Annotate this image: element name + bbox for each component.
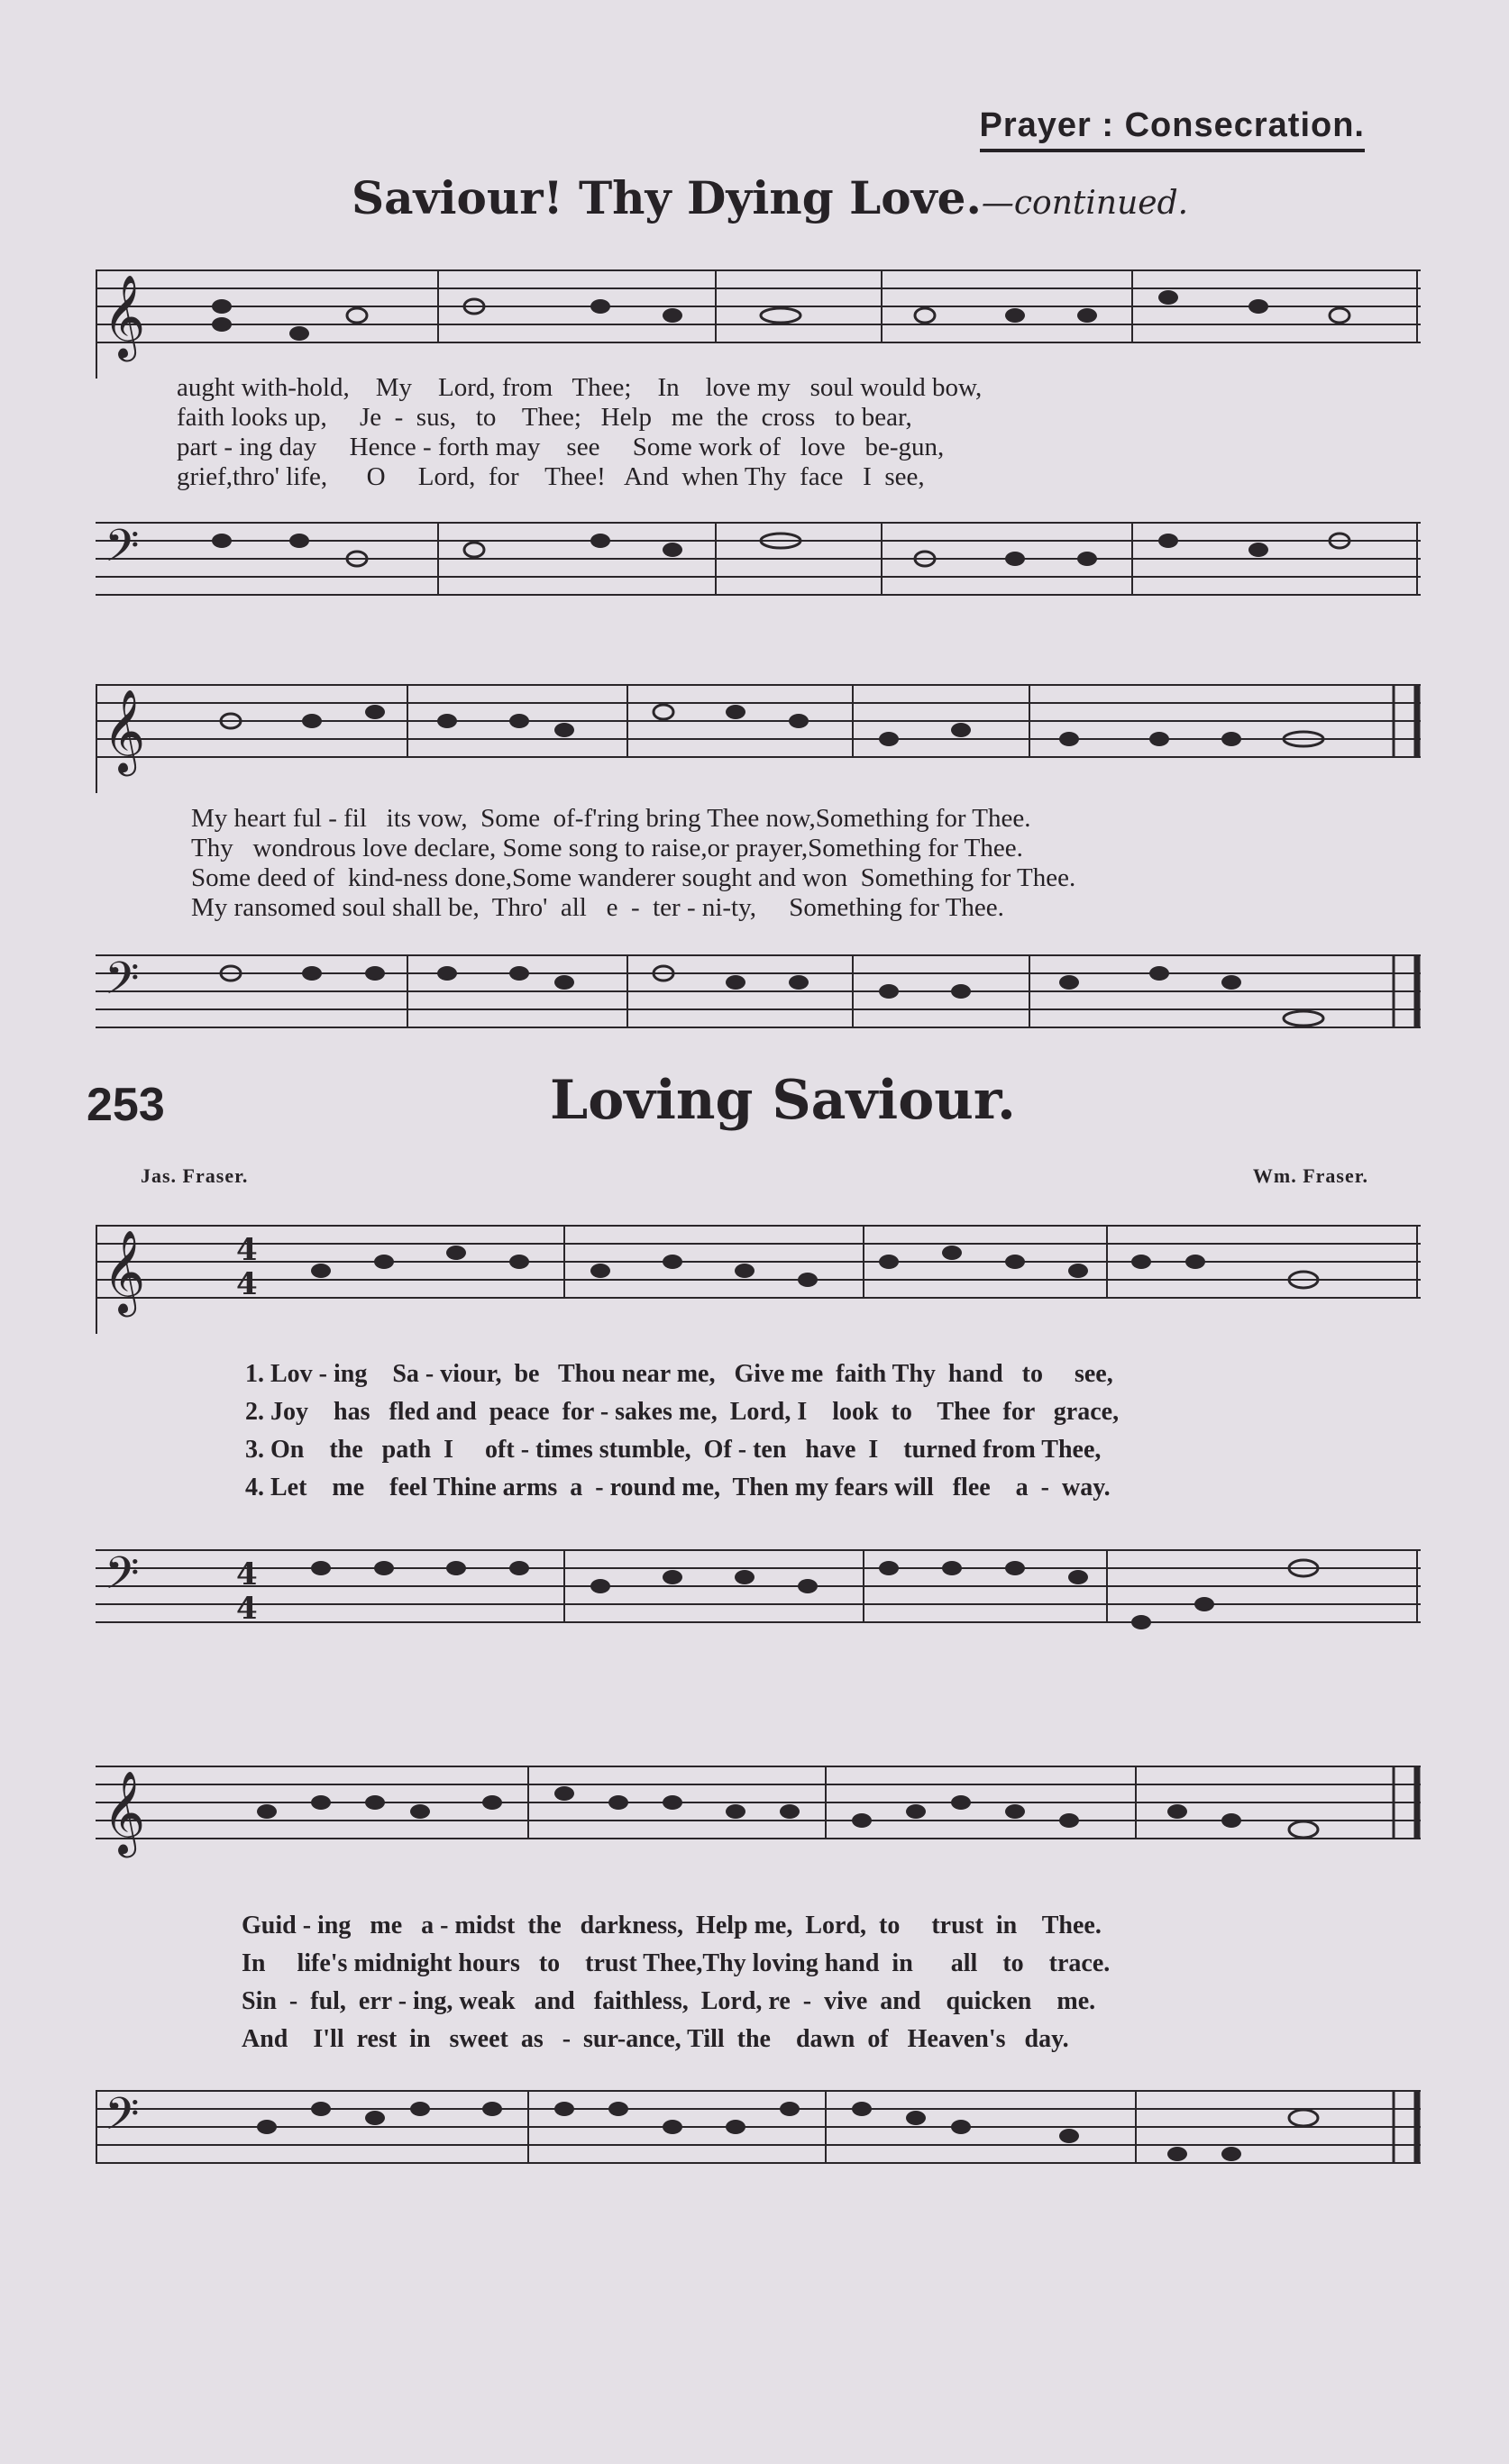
svg-text:𝄞: 𝄞 (103, 1770, 146, 1854)
lyrics-block (245, 1355, 1119, 1507)
lyric-line: My ransomed soul shall be, Thro' all e - ter - ni-ty, Something for Thee. (191, 893, 1004, 922)
svg-text:𝄞: 𝄞 (103, 689, 146, 772)
lyric-line: Guid - ing me a - midst the darkness, Help me, Lord, to trust in Thee. (242, 1912, 1102, 1939)
continued-title-text: Saviour! Thy Dying Love. (352, 171, 982, 224)
lyric-line: part - ing day Hence - forth may see Some work of love be-gun, (177, 433, 945, 461)
lyric-line: In life's midnight hours to trust Thee,Thy loving hand in all to trace. (242, 1949, 1111, 1977)
svg-text:𝄢: 𝄢 (105, 520, 140, 583)
music-system-bass (96, 1532, 1421, 1658)
svg-text:𝄞: 𝄞 (103, 274, 146, 358)
music-system-bass (96, 505, 1421, 613)
svg-text:4: 4 (236, 1556, 258, 1592)
lyric-line: 3. On the path I oft - times stumble, Of - ten have I turned from Thee, (245, 1436, 1102, 1464)
lyrics-block (242, 1907, 1110, 2058)
lyric-line: Sin - ful, err - ing, weak and faithless, Lord, re - vive and quicken me. (242, 1987, 1096, 2015)
lyric-line: 1. Lov - ing Sa - viour, be Thou near me, Give me faith Thy hand to see, (245, 1360, 1113, 1388)
hymn-title: Loving Saviour. (550, 1069, 1016, 1132)
svg-text:𝄢: 𝄢 (105, 953, 140, 1016)
section-header: Prayer : Consecration. (980, 106, 1365, 152)
music-system-treble (96, 667, 1421, 793)
lyrics-block (191, 804, 1075, 923)
music-system-treble (96, 252, 1421, 379)
music-composer: Wm. Fraser. (1252, 1164, 1368, 1187)
music-system-treble (96, 1208, 1421, 1334)
lyric-line: And I'll rest in sweet as - sur-ance, Till the dawn of Heaven's day. (242, 2025, 1069, 2053)
continued-note: —continued. (981, 185, 1189, 222)
lyric-line: Some deed of kind-ness done,Some wanderer sought and won Something for Thee. (191, 863, 1076, 892)
svg-text:4: 4 (236, 1591, 258, 1627)
lyric-line: grief,thro' life, O Lord, for Thee! And when Thy face I see, (177, 462, 925, 491)
lyric-line: 2. Joy has fled and peace for - sakes me, Lord, I look to Thee for grace, (245, 1398, 1120, 1426)
hymn-number: 253 (87, 1079, 165, 1131)
lyric-line: 4. Let me feel Thine arms a - round me, Then my fears will flee a - way. (245, 1474, 1111, 1501)
words-author: Jas. Fraser. (141, 1164, 249, 1187)
lyric-line: faith looks up, Je - sus, to Thee; Help me the cross to bear, (177, 403, 912, 432)
lyrics-block (177, 373, 982, 492)
music-system-bass (96, 937, 1421, 1045)
music-system-treble (96, 1748, 1421, 1875)
svg-text:𝄞: 𝄞 (103, 1229, 146, 1313)
svg-text:𝄢: 𝄢 (105, 1547, 140, 1611)
lyric-line: My heart ful - fil its vow, Some of-f'ring bring Thee now,Something for Thee. (191, 804, 1031, 833)
lyric-line: Thy wondrous love declare, Some song to raise,or prayer,Something for Thee. (191, 834, 1023, 862)
music-system-bass (96, 2073, 1421, 2199)
continued-hymn-title (352, 171, 1188, 224)
lyric-line: aught with-hold, My Lord, from Thee; In love my soul would bow, (177, 373, 983, 402)
svg-text:4: 4 (236, 1232, 258, 1268)
svg-text:4: 4 (236, 1266, 258, 1302)
svg-text:𝄢: 𝄢 (105, 2088, 140, 2151)
